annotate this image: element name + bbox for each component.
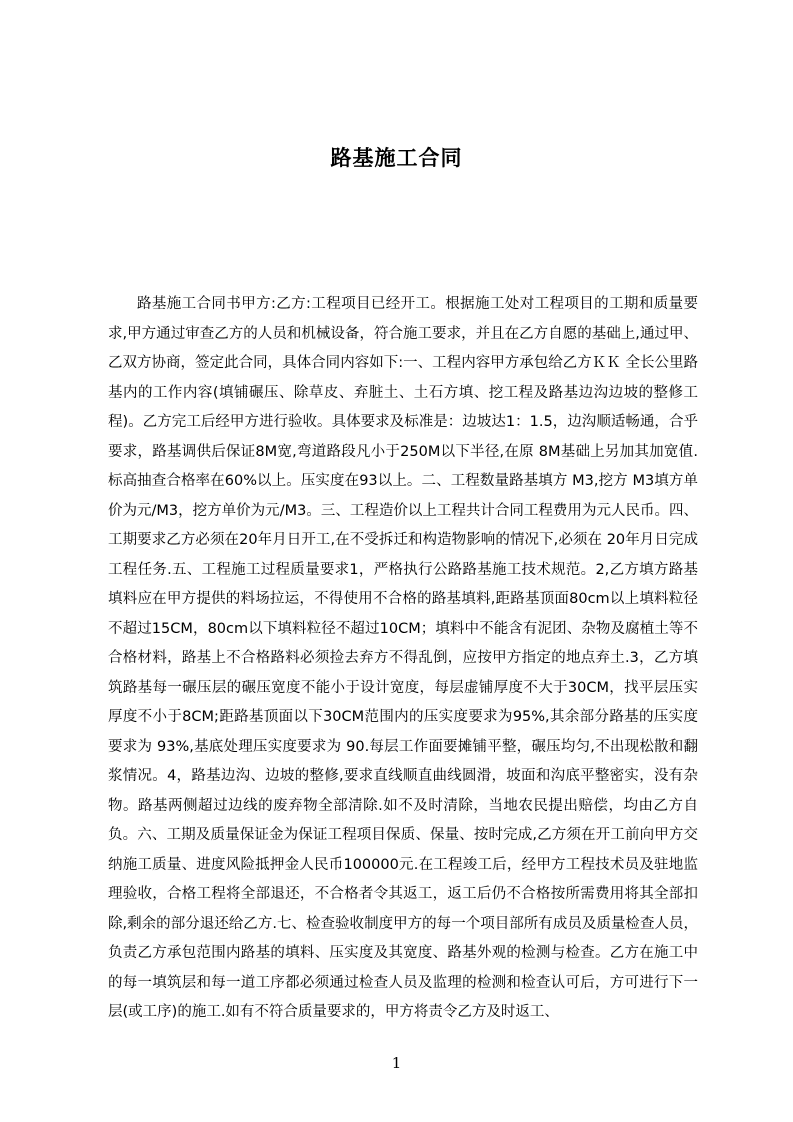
contract-body-text: 路基施工合同书甲方:乙方:工程项目已经开工。根据施工处对工程项目的工期和质量要求,甲方通过审查乙方的人员和机械设备，符合施工要求，并且在乙方自愿的基础上,通过甲、乙双方协商，签定此合同，具体合同内容如下:一、工程内容甲方承包给乙方ＫＫ 全长公里路基内的工作内容(填铺碾压、除草皮、弃脏土、土石方填、挖工程及路基边沟边坡的整修工程)。乙方完工后经甲方进行验收。具体要求及标准是：边坡达1：1.5，边沟顺适畅通，合乎要求，路基调供后保证8M宽,弯道路段凡小于250M以下半径,在原 8M基础上另加其加宽值.标高抽查合格率在60%以上。压实度在93以上。二、工程数量路基填方 M3,挖方 M3填方单价为元/M3，挖方单价为元/M3。三、工程造价以上工程共计合同工程费用为元人民币。四、工期要求乙方必须在20年月日开工,在不受拆迁和构造物影响的情况下,必须在 20年月日完成工程任务.五、工程施工过程质量要求1，严格执行公路路基施工技术规范。2,乙方填方路基填料应在甲方提供的料场拉运，不得使用不合格的路基填料,距路基顶面80cm以上填料粒径不超过15CM，80cm以下填料粒径不超过10CM；填料中不能含有泥团、杂物及腐植土等不合格材料，路基上不合格路料必须捡去弃方不得乱倒，应按甲方指定的地点弃土.3，乙方填筑路基每一碾压层的碾压宽度不能小于设计宽度，每层虚铺厚度不大于30CM，找平层压实厚度不小于8CM;距路基顶面以下30CM范围内的压实度要求为95%,其余部分路基的压实度要求为 93%,基底处理压实度要求为 90.每层工作面要摊铺平整，碾压均匀,不出现松散和翻浆情况。4，路基边沟、边坡的整修,要求直线顺直曲线圆滑，坡面和沟底平整密实，没有杂物。路基两侧超过边线的废弃物全部清除.如不及时清除，当地农民提出赔偿，均由乙方自负。六、工期及质量保证金为保证工程项目保质、保量、按时完成,乙方须在开工前向甲方交纳施工质量、进度风险抵押金人民币100000元.在工程竣工后，经甲方工程技术员及驻地监理验收，合格工程将全部退还，不合格者令其返工，返工后仍不合格按所需费用将其全部扣除,剩余的部分退还给乙方.七、检查验收制度甲方的每一个项目部所有成员及质量检查人员，负责乙方承包范围内路基的填料、压实度及其宽度、路基外观的检测与检查。乙方在施工中的每一填筑层和每一道工序都必须通过检查人员及监理的检测和检查认可后，方可进行下一层(或工序)的施工.如有不符合质量要求的，甲方将责令乙方及时返工、 — [108, 296, 698, 1020]
document-title: 路基施工合同 — [330, 146, 463, 170]
page-number: 1 — [391, 1054, 402, 1072]
